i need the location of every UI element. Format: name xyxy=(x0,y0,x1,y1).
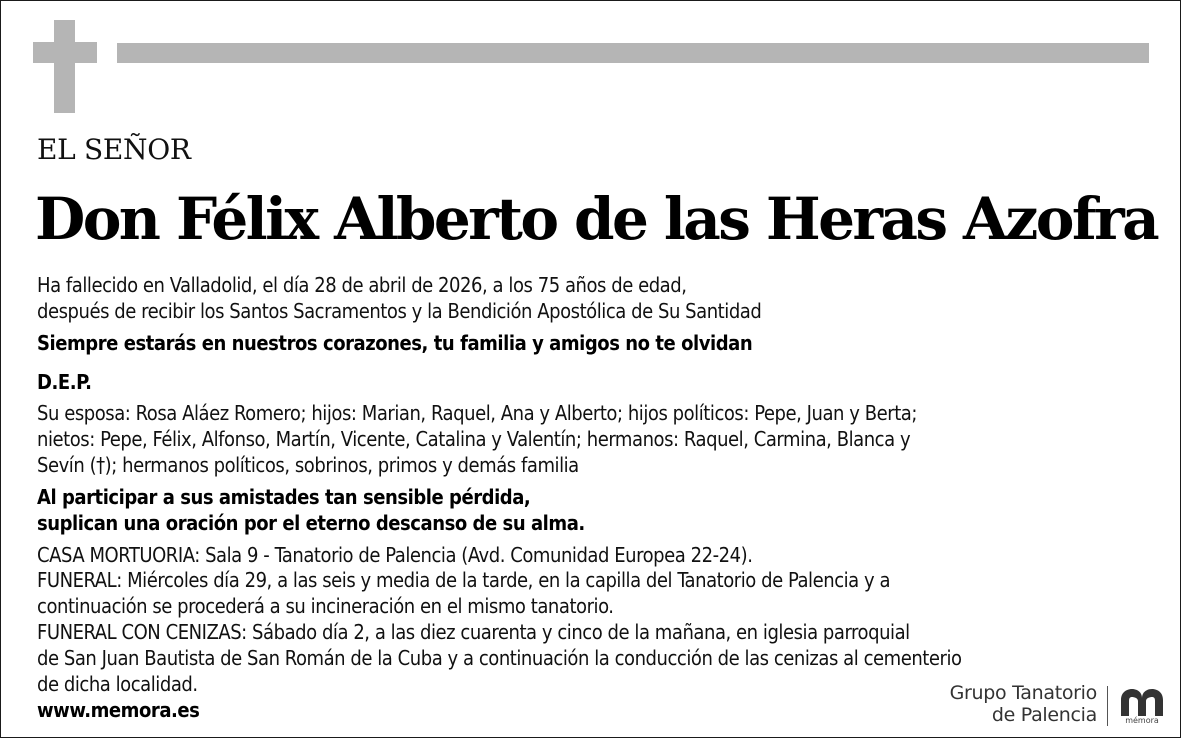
title-prefix: EL SEÑOR xyxy=(37,133,191,166)
mortuary-line: CASA MORTUORIA: Sala 9 - Tanatorio de Palencia (Avd. Comunidad Europea 22-24). xyxy=(37,543,753,567)
header-bar xyxy=(117,43,1149,63)
logo-mark-label: mémora xyxy=(1125,716,1159,725)
family-line-1: Su esposa: Rosa Aláez Romero; hijos: Marian, Raquel, Ana y Alberto; hijos políticos: Pepe, Juan y Berta; xyxy=(37,401,917,425)
death-line-2: después de recibir los Santos Sacramentos y la Bendición Apostólica de Su Santidad xyxy=(37,299,762,323)
family-line-3: Sevín (†); hermanos políticos, sobrinos, primos y demás familia xyxy=(37,453,579,477)
logo-line-1: Grupo Tanatorio xyxy=(949,682,1097,704)
death-line-1: Ha fallecido en Valladolid, el día 28 de abril de 2026, a los 75 años de edad, xyxy=(37,273,687,297)
request-line-1: Al participar a sus amistades tan sensible pérdida, xyxy=(37,485,531,509)
ashes-line-1: FUNERAL CON CENIZAS: Sábado día 2, a las diez cuarenta y cinco de la mañana, en iglesia parroquial xyxy=(37,620,910,644)
deceased-name: Don Félix Alberto de las Heras Azofra xyxy=(35,185,1158,253)
funeral-line-2: continuación se procederá a su incineración en el mismo tanatorio. xyxy=(37,594,614,618)
request-line-2: suplican una oración por el eterno descanso de su alma. xyxy=(37,511,585,535)
logo-text xyxy=(950,682,1097,726)
ashes-line-2: de San Juan Bautista de San Román de la Cuba y a continuación la conducción de las cenizas al cementerio xyxy=(37,646,962,670)
family-line-2: nietos: Pepe, Félix, Alfonso, Martín, Vicente, Catalina y Valentín; hermanos: Raquel, Carmina, Blanca y xyxy=(37,427,911,451)
cross-icon-vertical xyxy=(54,20,75,113)
website-link[interactable]: www.memora.es xyxy=(37,698,200,722)
cross-icon-horizontal xyxy=(33,42,97,63)
logo-divider xyxy=(1107,686,1108,726)
dep-label: D.E.P. xyxy=(37,370,92,394)
funeral-line-1: FUNERAL: Miércoles día 29, a las seis y media de la tarde, en la capilla del Tanatorio de Palencia y a xyxy=(37,568,891,592)
ashes-line-3: de dicha localidad. xyxy=(37,672,198,696)
remembrance-line: Siempre estarás en nuestros corazones, tu familia y amigos no te olvidan xyxy=(37,331,753,355)
tanatorio-logo xyxy=(931,682,1171,732)
logo-line-2: de Palencia xyxy=(991,704,1097,726)
